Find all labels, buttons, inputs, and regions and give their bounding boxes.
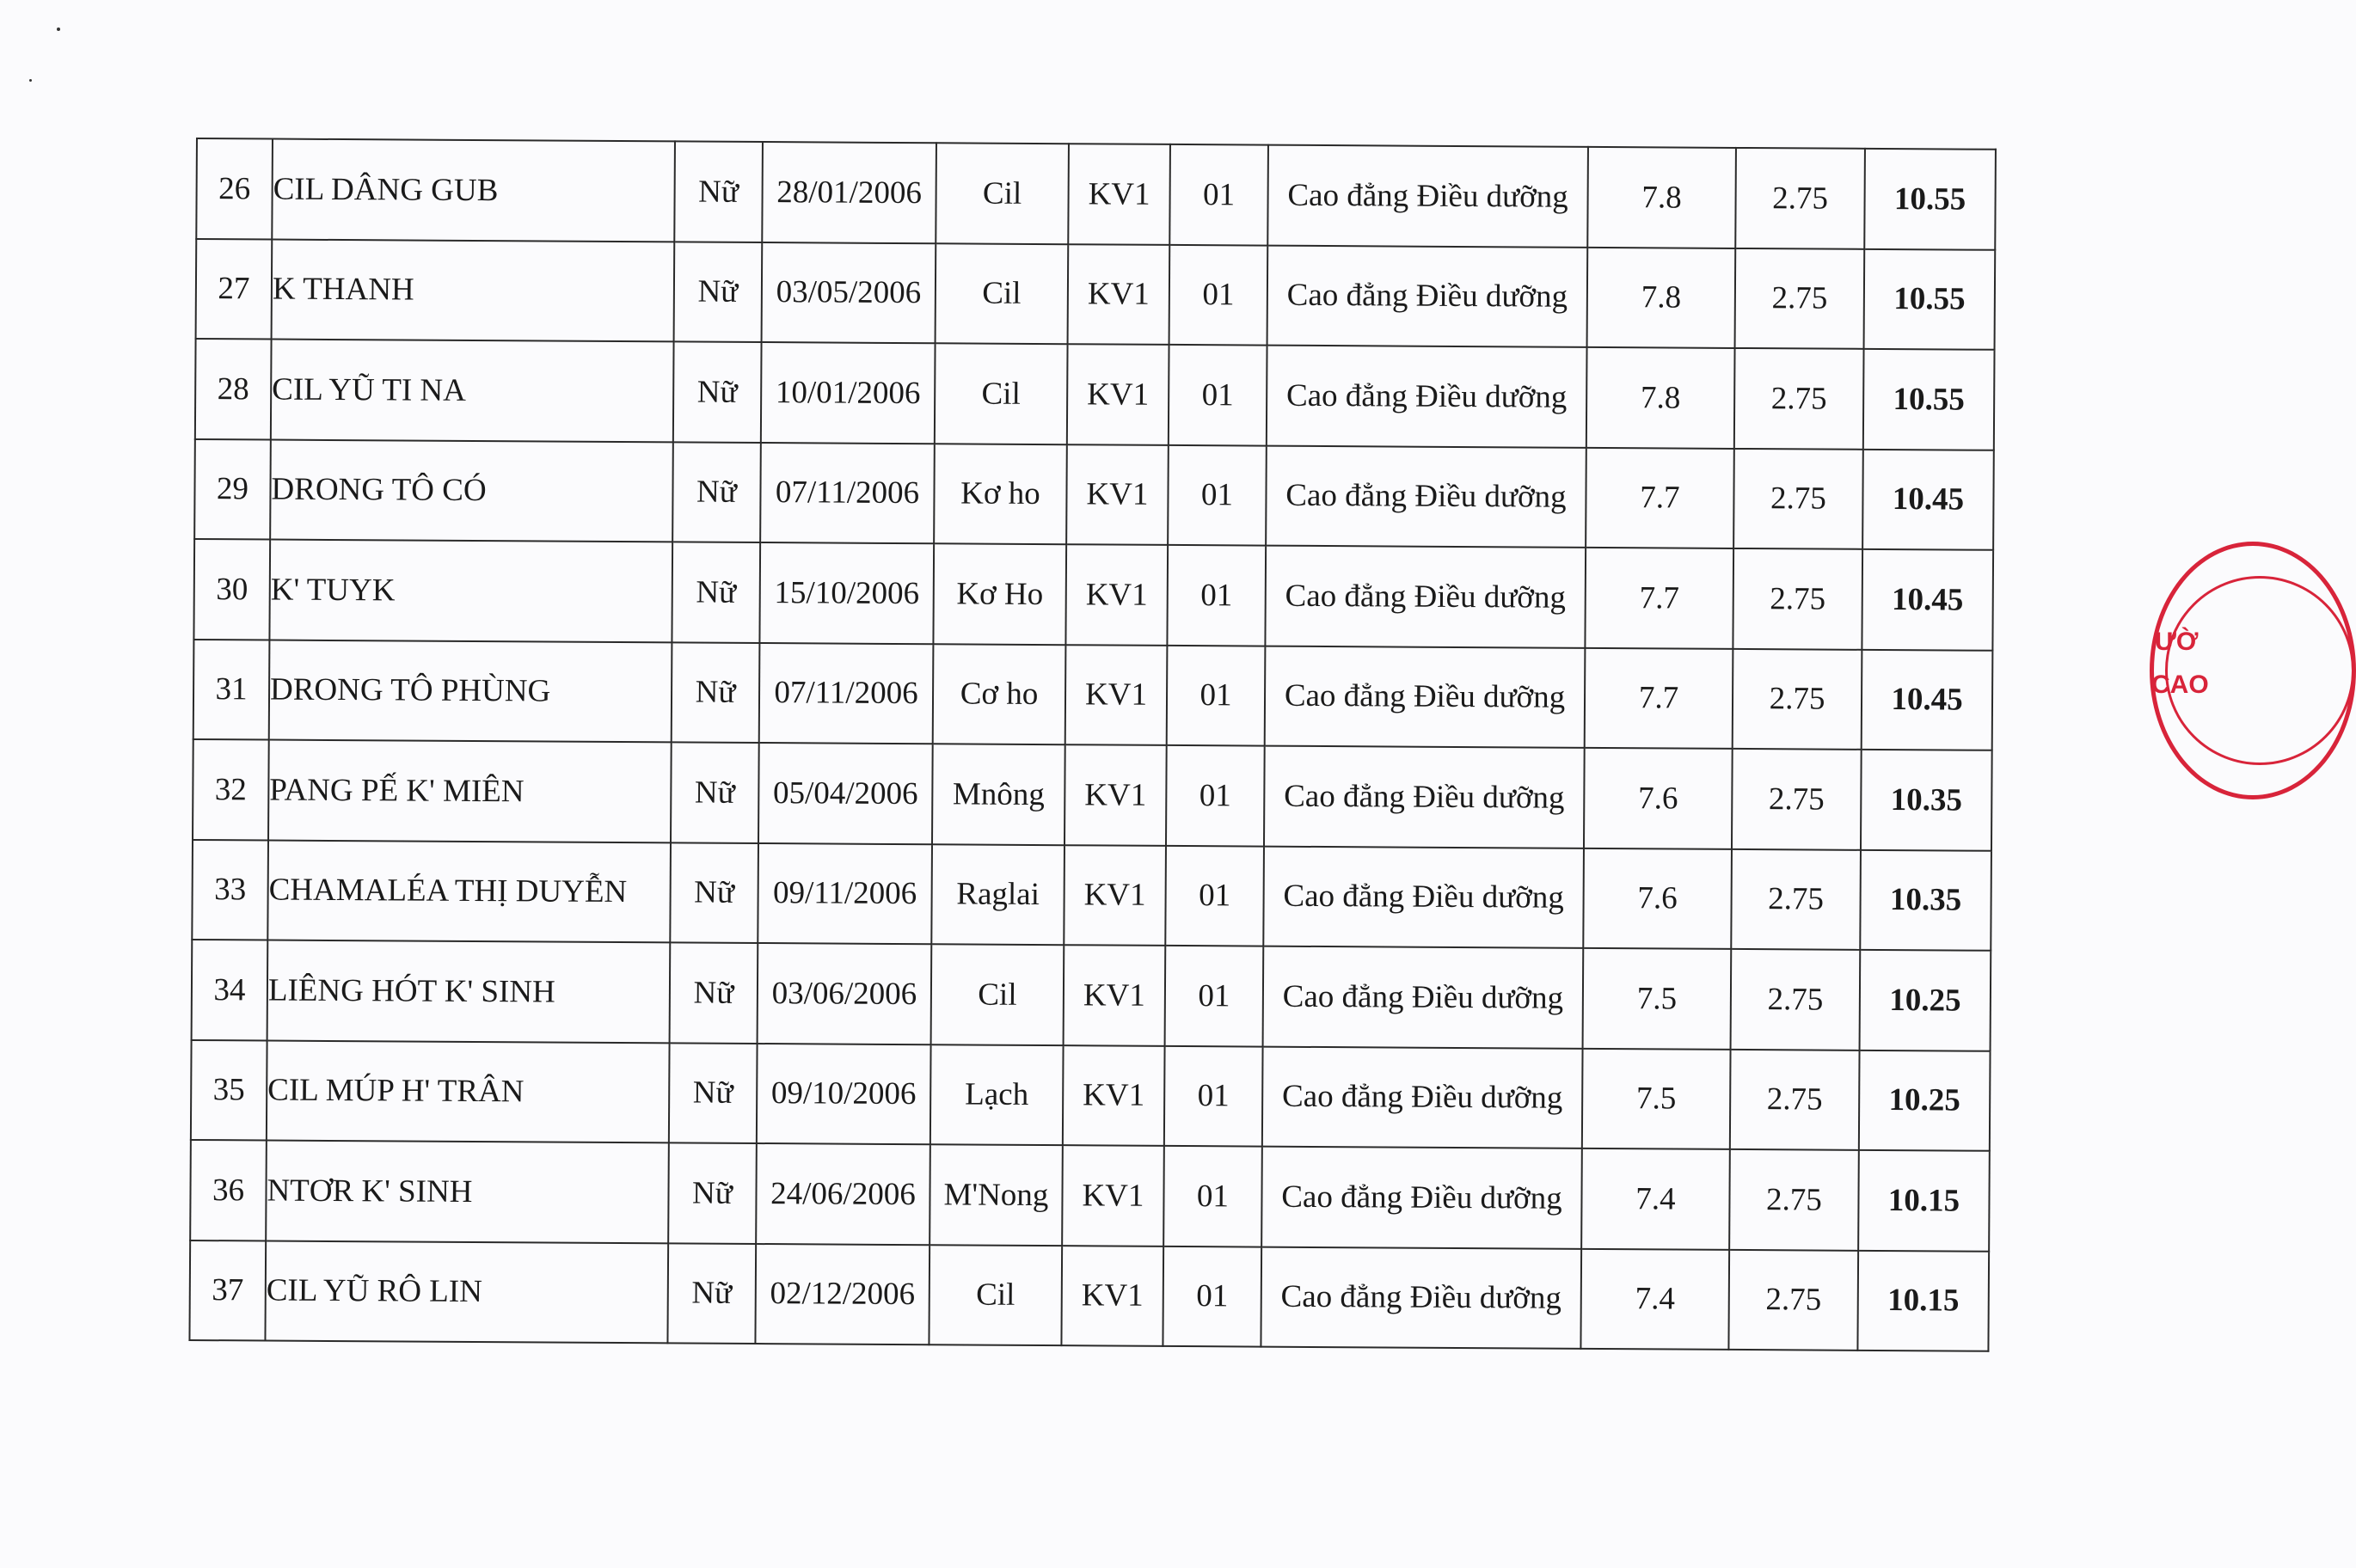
table-row xyxy=(193,639,1993,750)
ethnicity-cell: Mnông xyxy=(932,744,1065,844)
gender-cell: Nữ xyxy=(674,141,763,242)
full-name-cell: CIL YŨ RÔ LIN xyxy=(265,1240,668,1343)
major-cell: Cao đẳng Điều dưỡng xyxy=(1267,145,1588,248)
score-cell: 7.7 xyxy=(1585,548,1733,649)
ethnicity-cell: Cơ ho xyxy=(933,644,1066,744)
gender-cell: Nữ xyxy=(669,1043,758,1143)
full-name-cell: K' TUYK xyxy=(269,540,672,642)
major-cell: Cao đẳng Điều dưỡng xyxy=(1263,846,1584,948)
bonus-points-cell: 2.75 xyxy=(1733,648,1862,749)
row-number-cell: 37 xyxy=(189,1240,266,1340)
admission-list-table xyxy=(188,138,1997,1352)
bonus-points-cell: 2.75 xyxy=(1728,1249,1858,1350)
scan-speck xyxy=(57,28,60,31)
priority-object-cell: 01 xyxy=(1167,545,1266,646)
full-name-cell: K THANH xyxy=(272,239,675,341)
table-row xyxy=(190,1140,1990,1251)
total-score-cell: 10.55 xyxy=(1864,149,1996,249)
row-number-cell: 33 xyxy=(192,839,268,940)
score-cell: 7.4 xyxy=(1581,1148,1730,1250)
priority-area-cell: KV1 xyxy=(1065,544,1168,645)
gender-cell: Nữ xyxy=(674,242,763,342)
gender-cell: Nữ xyxy=(673,341,762,442)
table-row xyxy=(193,739,1992,850)
score-cell: 7.4 xyxy=(1580,1248,1729,1350)
row-number-cell: 32 xyxy=(193,739,269,840)
full-name-cell: PANG PẾ K' MIÊN xyxy=(268,740,672,842)
priority-area-cell: KV1 xyxy=(1062,1145,1164,1246)
row-number-cell: 34 xyxy=(192,940,268,1040)
gender-cell: Nữ xyxy=(672,442,761,542)
table-row xyxy=(196,138,1996,249)
priority-area-cell: KV1 xyxy=(1068,244,1170,345)
priority-area-cell: KV1 xyxy=(1068,144,1170,244)
full-name-cell: CIL DÂNG GUB xyxy=(272,139,675,242)
full-name-cell: NTƠR K' SINH xyxy=(266,1141,669,1243)
priority-object-cell: 01 xyxy=(1169,144,1268,245)
bonus-points-cell: 2.75 xyxy=(1729,1149,1859,1250)
full-name-cell: LIÊNG HÓT K' SINH xyxy=(267,940,671,1043)
birth-date-cell: 28/01/2006 xyxy=(762,142,936,243)
major-cell: Cao đẳng Điều dưỡng xyxy=(1266,445,1586,548)
birth-date-cell: 15/10/2006 xyxy=(759,542,934,644)
full-name-cell: DRONG TÔ PHÙNG xyxy=(269,640,672,742)
table-row xyxy=(196,239,1996,350)
major-cell: Cao đẳng Điều dưỡng xyxy=(1264,746,1585,848)
ethnicity-cell: Kơ ho xyxy=(934,444,1067,544)
bonus-points-cell: 2.75 xyxy=(1730,1049,1860,1149)
birth-date-cell: 03/06/2006 xyxy=(758,943,932,1044)
birth-date-cell: 10/01/2006 xyxy=(761,342,936,444)
total-score-cell: 10.45 xyxy=(1862,449,1994,549)
bonus-points-cell: 2.75 xyxy=(1733,548,1862,649)
table-row xyxy=(189,1240,1989,1351)
bonus-points-cell: 2.75 xyxy=(1735,148,1865,248)
ethnicity-cell: Kơ Ho xyxy=(933,543,1066,644)
ethnicity-cell: Raglai xyxy=(931,844,1064,945)
table-row xyxy=(195,339,1995,450)
birth-date-cell: 24/06/2006 xyxy=(756,1143,930,1245)
bonus-points-cell: 2.75 xyxy=(1735,248,1865,348)
major-cell: Cao đẳng Điều dưỡng xyxy=(1261,1246,1581,1349)
bonus-points-cell: 2.75 xyxy=(1734,348,1864,449)
priority-area-cell: KV1 xyxy=(1064,945,1166,1045)
ethnicity-cell: Cil xyxy=(931,944,1064,1044)
priority-object-cell: 01 xyxy=(1163,1246,1261,1346)
score-cell: 7.8 xyxy=(1587,247,1736,348)
priority-object-cell: 01 xyxy=(1163,1146,1262,1246)
gender-cell: Nữ xyxy=(670,942,758,1043)
row-number-cell: 28 xyxy=(195,339,272,439)
scan-speck xyxy=(29,79,32,82)
table-body xyxy=(189,138,1996,1351)
bonus-points-cell: 2.75 xyxy=(1731,848,1861,949)
row-number-cell: 27 xyxy=(196,239,273,340)
total-score-cell: 10.25 xyxy=(1859,1050,1991,1150)
total-score-cell: 10.45 xyxy=(1862,549,1993,650)
major-cell: Cao đẳng Điều dưỡng xyxy=(1261,1147,1582,1249)
priority-object-cell: 01 xyxy=(1165,946,1264,1046)
priority-object-cell: 01 xyxy=(1164,1045,1263,1146)
ethnicity-cell: M'Nong xyxy=(930,1144,1063,1245)
priority-area-cell: KV1 xyxy=(1067,344,1169,444)
gender-cell: Nữ xyxy=(672,642,760,743)
full-name-cell: CHAMALÉA THỊ DUYỄN xyxy=(267,840,671,942)
priority-object-cell: 01 xyxy=(1169,345,1267,445)
score-cell: 7.7 xyxy=(1586,447,1734,548)
bonus-points-cell: 2.75 xyxy=(1731,949,1861,1050)
ethnicity-cell: Lạch xyxy=(930,1044,1064,1145)
score-cell: 7.7 xyxy=(1585,647,1733,749)
birth-date-cell: 05/04/2006 xyxy=(758,743,933,844)
priority-object-cell: 01 xyxy=(1167,645,1266,745)
total-score-cell: 10.15 xyxy=(1858,1150,1990,1251)
birth-date-cell: 07/11/2006 xyxy=(759,643,934,744)
major-cell: Cao đẳng Điều dưỡng xyxy=(1265,546,1586,648)
score-cell: 7.8 xyxy=(1586,347,1735,449)
row-number-cell: 26 xyxy=(196,138,273,239)
score-cell: 7.8 xyxy=(1587,147,1736,248)
table-row xyxy=(192,839,1991,950)
table-row xyxy=(191,1039,1991,1150)
priority-object-cell: 01 xyxy=(1166,745,1265,846)
priority-area-cell: KV1 xyxy=(1064,845,1166,946)
bonus-points-cell: 2.75 xyxy=(1732,749,1862,849)
row-number-cell: 29 xyxy=(194,438,271,539)
birth-date-cell: 02/12/2006 xyxy=(755,1244,930,1345)
row-number-cell: 30 xyxy=(193,539,270,640)
priority-area-cell: KV1 xyxy=(1064,744,1167,845)
priority-object-cell: 01 xyxy=(1168,444,1267,545)
score-cell: 7.6 xyxy=(1584,748,1733,849)
birth-date-cell: 09/11/2006 xyxy=(758,843,932,945)
score-cell: 7.5 xyxy=(1583,948,1732,1050)
stamp-text-line2: CAO xyxy=(2151,671,2209,699)
total-score-cell: 10.55 xyxy=(1863,349,1995,450)
priority-area-cell: KV1 xyxy=(1061,1246,1163,1346)
row-number-cell: 35 xyxy=(191,1039,267,1140)
priority-area-cell: KV1 xyxy=(1066,444,1169,545)
birth-date-cell: 07/11/2006 xyxy=(760,443,935,544)
row-number-cell: 36 xyxy=(190,1140,267,1240)
gender-cell: Nữ xyxy=(672,542,760,642)
row-number-cell: 31 xyxy=(193,639,270,739)
gender-cell: Nữ xyxy=(671,742,759,842)
major-cell: Cao đẳng Điều dưỡng xyxy=(1267,346,1587,448)
total-score-cell: 10.15 xyxy=(1857,1250,1989,1351)
ethnicity-cell: Cil xyxy=(936,143,1069,243)
table-row xyxy=(194,438,1994,549)
birth-date-cell: 09/10/2006 xyxy=(757,1044,931,1145)
major-cell: Cao đẳng Điều dưỡng xyxy=(1267,245,1588,347)
total-score-cell: 10.55 xyxy=(1864,248,1996,349)
full-name-cell: CIL MÚP H' TRÂN xyxy=(267,1040,670,1142)
priority-area-cell: KV1 xyxy=(1063,1045,1165,1146)
total-score-cell: 10.45 xyxy=(1862,649,1993,750)
total-score-cell: 10.35 xyxy=(1860,849,1991,950)
ethnicity-cell: Cil xyxy=(929,1245,1062,1345)
priority-area-cell: KV1 xyxy=(1065,645,1168,745)
ethnicity-cell: Cil xyxy=(936,243,1069,344)
full-name-cell: DRONG TÔ CÓ xyxy=(270,439,673,542)
major-cell: Cao đẳng Điều dưỡng xyxy=(1262,1046,1583,1148)
red-seal-stamp xyxy=(2150,542,2209,817)
bonus-points-cell: 2.75 xyxy=(1733,448,1863,548)
gender-cell: Nữ xyxy=(670,842,758,943)
birth-date-cell: 03/05/2006 xyxy=(762,242,936,344)
full-name-cell: CIL YŨ TI NA xyxy=(271,340,674,442)
major-cell: Cao đẳng Điều dưỡng xyxy=(1263,946,1584,1049)
total-score-cell: 10.25 xyxy=(1860,950,1991,1050)
priority-object-cell: 01 xyxy=(1165,845,1264,946)
table-row xyxy=(192,940,1991,1050)
gender-cell: Nữ xyxy=(668,1142,757,1243)
gender-cell: Nữ xyxy=(667,1243,756,1344)
admission-list-table-sheet xyxy=(188,138,1995,1352)
major-cell: Cao đẳng Điều dưỡng xyxy=(1265,646,1586,748)
table-row xyxy=(193,539,1993,650)
score-cell: 7.5 xyxy=(1582,1048,1731,1149)
total-score-cell: 10.35 xyxy=(1861,750,1992,850)
stamp-text-line1: ƯỜ xyxy=(2155,628,2199,656)
ethnicity-cell: Cil xyxy=(935,343,1068,444)
score-cell: 7.6 xyxy=(1583,848,1732,949)
priority-object-cell: 01 xyxy=(1169,244,1268,345)
